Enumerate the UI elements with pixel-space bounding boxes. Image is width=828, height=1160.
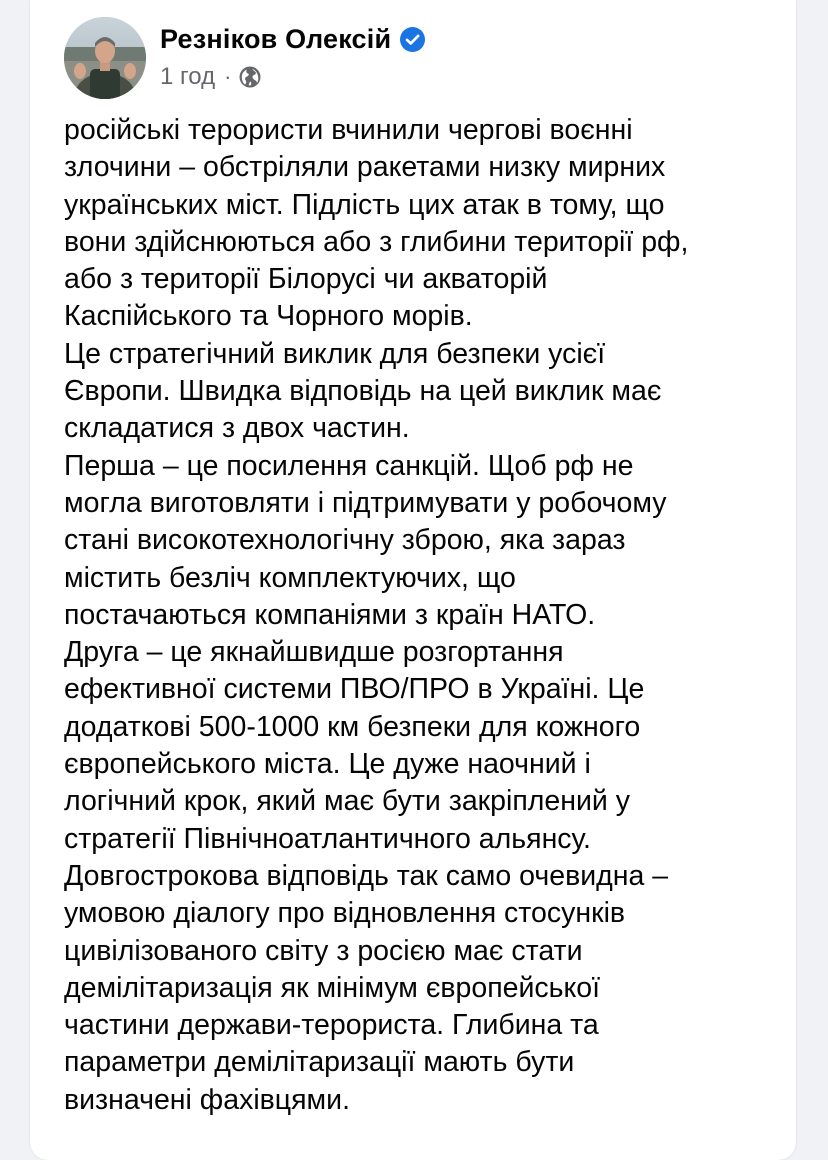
post-text-line: Це стратегічний виклик для безпеки усієї [64, 337, 606, 370]
post-text-line: містить безліч комплектуючих, що [64, 561, 516, 594]
post-text-line: Перша – це посилення санкцій. Щоб рф не [64, 449, 634, 482]
post-text-line: стані високотехнологічну зброю, яка зараз [64, 524, 626, 557]
post-text-line: могла виготовляти і підтримувати у робочому [64, 486, 667, 519]
post-text-line: логічний крок, який має бути закріплений у [64, 785, 630, 818]
post-text-line: вони здійснюються або з глибини території рф, [64, 225, 689, 258]
post-meta [160, 60, 262, 94]
meta-separator: · [224, 64, 232, 89]
post-text-line: Друга – це якнайшвидше розгортання [64, 636, 564, 669]
post-text-line: російські терористи вчинили чергові воєнні [64, 114, 633, 146]
globe-icon[interactable] [238, 65, 262, 89]
post-text-line: цивілізованого світу з росією має стати [64, 934, 583, 967]
post-text-line: додаткові 500-1000 км безпеки для кожного [64, 710, 641, 743]
post-text-line: Довгострокова відповідь так само очевидна – [64, 859, 669, 892]
post-author [160, 20, 425, 58]
post-text-line: європейського міста. Це дуже наочний і [64, 748, 591, 781]
avatar-photo [64, 17, 146, 99]
post-text-line: умовою діалогу про відновлення стосунків [64, 897, 626, 930]
post-text-line: частини держави-терориста. Глибина та [64, 1009, 599, 1042]
post-text-line: злочини – обстріляли ракетами низку мирних [64, 151, 666, 184]
post-text-line: Каспійського та Чорного морів. [64, 300, 473, 333]
post-text [64, 112, 764, 1119]
verified-badge-icon [400, 27, 425, 52]
avatar[interactable] [64, 17, 146, 99]
author-name-link[interactable]: Резніков Олексій [160, 23, 392, 54]
post-text-line: постачаються компаніями з країн НАТО. [64, 598, 596, 631]
post-text-line: стратегії Північноатлантичного альянсу. [64, 822, 591, 855]
post-text-line: або з території Білорусі чи акваторій [64, 263, 548, 296]
post-text-line: складатися з двох частин. [64, 412, 410, 445]
post-text-line: ефективної системи ПВО/ПРО в Україні. Це [64, 673, 645, 706]
post-text-line: Європи. Швидка відповідь на цей виклик має [64, 375, 662, 408]
post-text-line: українських міст. Підлість цих атак в тому, що [64, 188, 665, 221]
post-text-line: визначені фахівцями. [64, 1083, 350, 1116]
post-card [30, 0, 796, 1160]
post-text-line: параметри демілітаризації мають бути [64, 1046, 575, 1079]
post-text-line: демілітаризація як мінімум європейської [64, 971, 601, 1004]
post-timestamp[interactable]: 1 год [160, 63, 216, 90]
